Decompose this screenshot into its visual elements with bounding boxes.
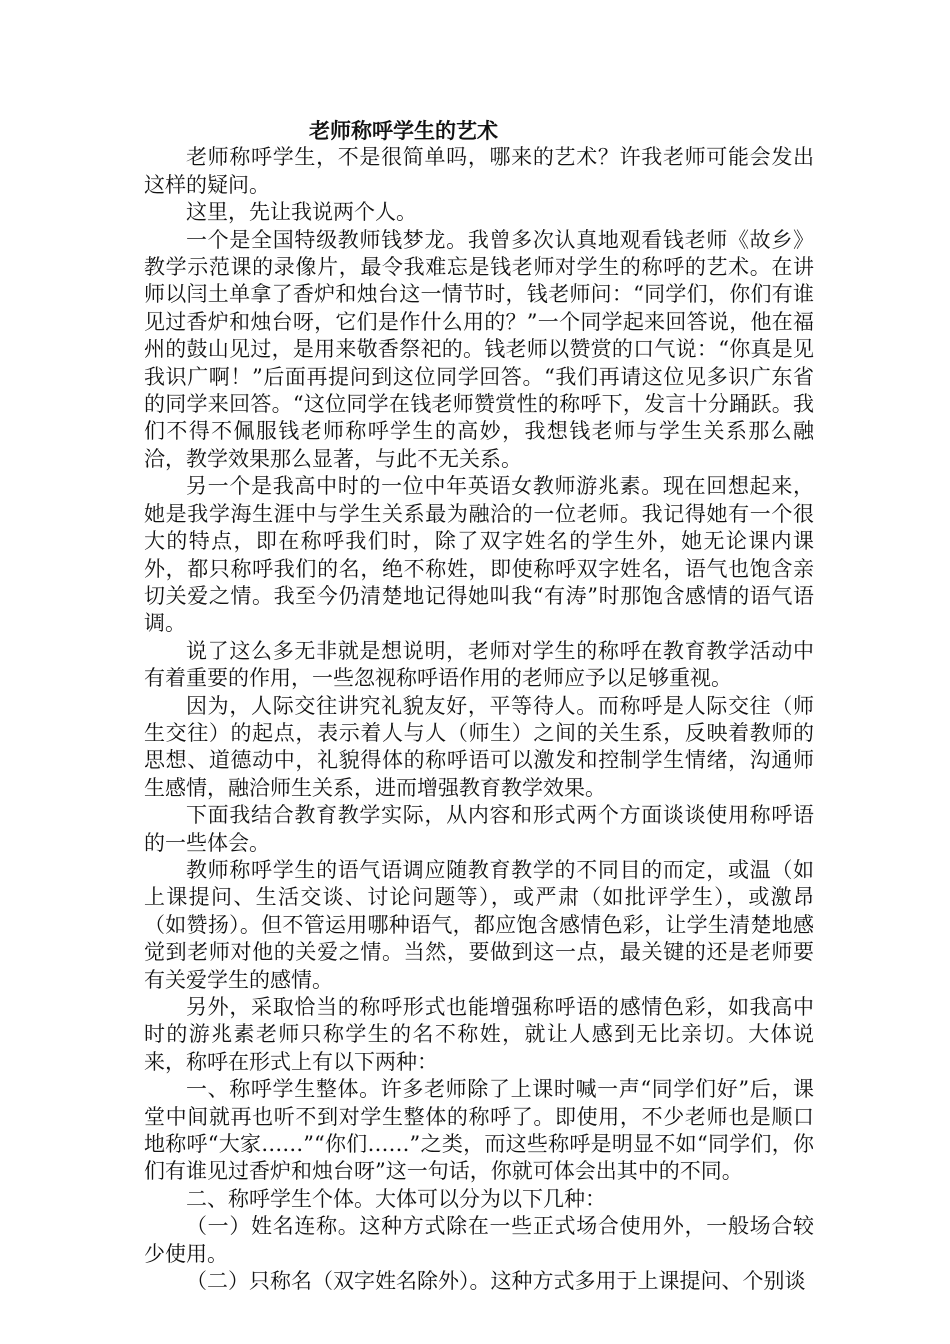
paragraph-2: 这里，先让我说两个人。 bbox=[186, 200, 417, 225]
paragraph-3: 一个是全国特级教师钱梦龙。我曾多次认真地观看钱老师《故乡》教学示范课的录像片，最令我难忘是钱老师对学生的称呼的艺术。在讲师以闫土单拿了香炉和烛台这一情节时，钱老师问：“同学们，你们有谁见过香炉和烛台呀，它们是作什么用的？”一个同学起来回答说，他在福州的鼓山见过，是用来敬香祭祀的。钱老师以赞赏的口气说：“你真是见我识广啊！”后面再提问到这位同学回答。“我们再请这位见多识广东省的同学来回答。“这位同学在钱老师赞赏性的称呼下，发言十分踊跃。我们不得不佩服钱老师称呼学生的高妙，我想钱老师与学生关系那么融洽，教学效果那么显著，与此不无关系。 bbox=[144, 227, 814, 471]
paragraph-5: 说了这么多无非就是想说明，老师对学生的称呼在教育教学活动中有着重要的作用，一些忽视称呼语作用的老师应予以足够重视。 bbox=[144, 638, 814, 691]
paragraph-10: 一、称呼学生整体。许多老师除了上课时喊一声“同学们好”后，课堂中间就再也听不到对学生整体的称呼了。即使用，不少老师也是顺口地称呼“大家……”“你们……”之类，而这些称呼是明显不如“同学们，你们有谁见过香炉和烛台呀”这一句话，你就可体会出其中的不同。 bbox=[144, 1077, 814, 1184]
document-title: 老师称呼学生的艺术 bbox=[309, 118, 498, 143]
paragraph-11: 二、称呼学生个体。大体可以分为以下几种： bbox=[186, 1186, 606, 1211]
paragraph-9: 另外，采取恰当的称呼形式也能增强称呼语的感情色彩，如我高中时的游兆素老师只称学生的名不称姓，就让人感到无比亲切。大体说来，称呼在形式上有以下两种： bbox=[144, 995, 814, 1074]
paragraph-12: （一）姓名连称。这种方式除在一些正式场合使用外，一般场合较少使用。 bbox=[144, 1214, 814, 1266]
paragraph-13: （二）只称名（双字姓名除外）。这种方式多用于上课提问、个别谈 bbox=[186, 1269, 806, 1294]
paragraph-1: 老师称呼学生，不是很简单吗，哪来的艺术？许我老师可能会发出这样的疑问。 bbox=[144, 145, 814, 197]
paragraph-4: 另一个是我高中时的一位中年英语女教师游兆素。现在回想起来，她是我学海生涯中与学生关系最为融洽的一位老师。我记得她有一个很大的特点，即在称呼我们时，除了双字姓名的学生外，她无论课内课外，都只称呼我们的名，绝不称姓，即使称呼双字姓名，语气也饱含亲切关爱之情。我至今仍清楚地记得她叫我“有涛”时那饱含感情的语气语调。 bbox=[144, 474, 814, 636]
paragraph-7: 下面我结合教育教学实际，从内容和形式两个方面谈谈使用称呼语的一些体会。 bbox=[144, 803, 814, 855]
paragraph-8: 教师称呼学生的语气语调应随教育教学的不同目的而定，或温（如上课提问、生活交谈、讨论问题等），或严肃（如批评学生），或激昂（如赞扬）。但不管运用哪种语气，都应饱含感情色彩，让学生清楚地感觉到老师对他的关爱之情。当然，要做到这一点，最关键的还是老师要有关爱学生的感情。 bbox=[144, 857, 814, 992]
paragraph-6: 因为，人际交往讲究礼貌友好，平等待人。而称呼是人际交往（师生交往）的起点，表示着人与人（师生）之间的关生系，反映着教师的思想、道德动中，礼貌得体的称呼语可以激发和控制学生情绪，沟通师生感情，融洽师生关系，进而增强教育教学效果。 bbox=[144, 693, 814, 800]
document-page bbox=[144, 117, 814, 1295]
